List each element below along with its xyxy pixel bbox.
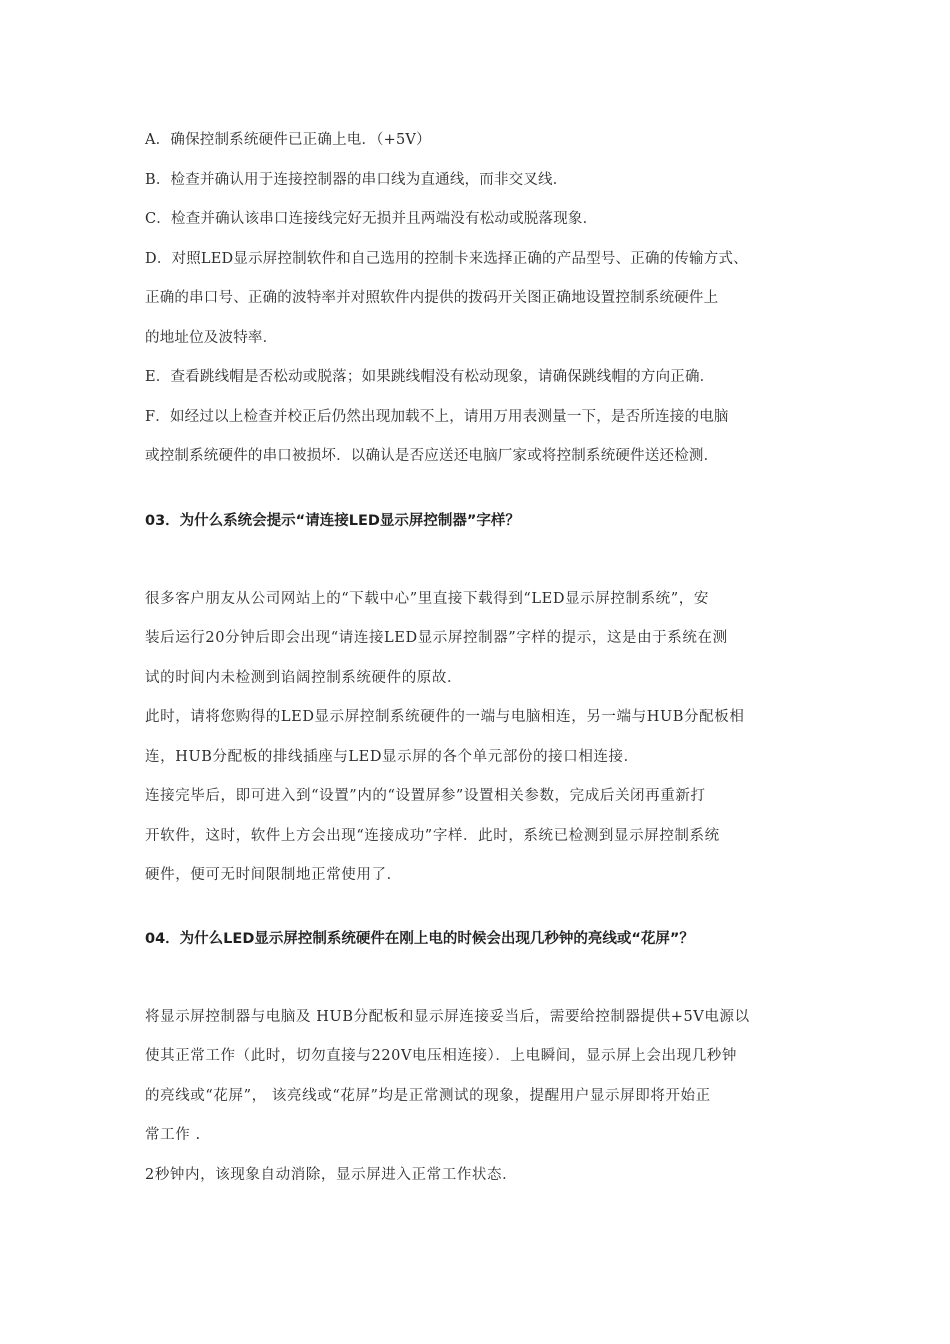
paragraph-line: 试的时间内未检测到谄阔控制系统硬件的原故．: [145, 669, 463, 686]
section-03-body: [145, 580, 825, 896]
list-item-b: B．检查并确认用于连接控制器的串口线为直通线，而非交叉线．: [145, 171, 568, 188]
paragraph-line: 2秒钟内，该现象自动消除，显示屏进入正常工作状态．: [145, 1166, 518, 1183]
list-item-f: F．如经过以上检查并校正后仍然出现加载不上，请用万用表测量一下，是否所连接的电脑: [145, 408, 729, 425]
list-item-a: A．确保控制系统硬件已正确上电．（+5V）: [145, 132, 431, 148]
section-04-body: [145, 998, 825, 1196]
paragraph-line: 装后运行20分钟后即会出现“请连接LED显示屏控制器”字样的提示，这是由于系统在测: [145, 630, 728, 646]
paragraph-line: 硬件，便可无时间限制地正常使用了．: [145, 867, 402, 883]
list-item-d-cont-1: 正确的串口号、正确的波特率并对照软件内提供的拨码开关图正确地设置控制系统硬件上: [145, 290, 719, 306]
section-04-heading: 04．为什么LED显示屏控制系统硬件在刚上电的时候会出现几秒钟的亮线或“花屏”？: [145, 930, 694, 947]
section-03-heading: 03．为什么系统会提示“请连接LED显示屏控制器”字样？: [145, 512, 520, 529]
paragraph-line: 的亮线或“花屏”， 该亮线或“花屏”均是正常测试的现象，提醒用户显示屏即将开始正: [145, 1087, 711, 1104]
paragraph-line: 连，HUB分配板的排线插座与LED显示屏的各个单元部份的接口相连接．: [145, 748, 639, 765]
paragraph-line: 连接完毕后，即可进入到“设置”内的“设置屏参”设置相关参数，完成后关闭再重新打: [145, 788, 706, 804]
paragraph-line: 开软件，这时，软件上方会出现“连接成功”字样．此时，系统已检测到显示屏控制系统: [145, 827, 720, 844]
document-page: [145, 121, 825, 1195]
list-item-f-cont: 或控制系统硬件的串口被损坏．以确认是否应送还电脑厂家或将控制系统硬件送还检测．: [145, 448, 719, 464]
list-item-d: D．对照LED显示屏控制软件和自己选用的控制卡来选择正确的产品型号、正确的传输方式、: [145, 250, 748, 267]
paragraph-line: 此时，请将您购得的LED显示屏控制系统硬件的一端与电脑相连，另一端与HUB分配板相: [145, 709, 745, 725]
paragraph-line: 常工作 .: [145, 1127, 201, 1143]
paragraph-line: 将显示屏控制器与电脑及 HUB分配板和显示屏连接妥当后，需要给控制器提供+5V电源以: [145, 1008, 750, 1025]
troubleshooting-list: [145, 121, 825, 477]
paragraph-line: 使其正常工作（此时，切勿直接与220V电压相连接）．上电瞬间，显示屏上会出现几秒钟: [145, 1048, 737, 1064]
list-item-c: C．检查并确认该串口连接线完好无损并且两端没有松动或脱落现象．: [145, 211, 598, 227]
list-item-d-cont-2: 的地址位及波特率．: [145, 329, 278, 346]
list-item-e: E．查看跳线帽是否松动或脱落；如果跳线帽没有松动现象，请确保跳线帽的方向正确．: [145, 369, 715, 385]
paragraph-line: 很多客户朋友从公司网站上的“下载中心”里直接下载得到“LED显示屏控制系统”，安: [145, 590, 709, 607]
